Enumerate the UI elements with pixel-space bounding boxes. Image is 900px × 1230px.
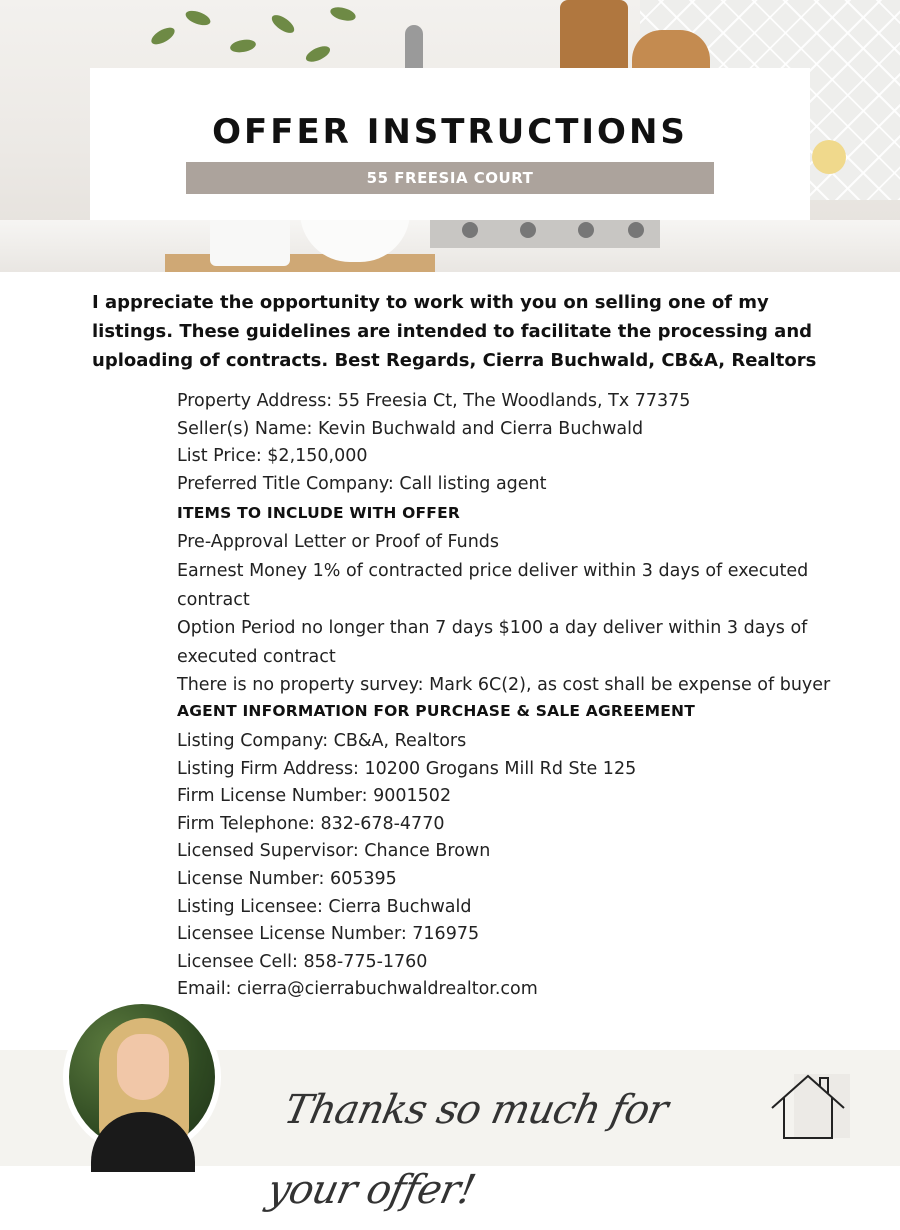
items-heading: ITEMS TO INCLUDE WITH OFFER — [177, 504, 461, 523]
agent-email: Email: cierra@cierrabuchwaldrealtor.com — [177, 979, 538, 1000]
property-subtitle: 55 FREESIA COURT — [186, 162, 714, 194]
thank-you-signature: Thanks so much for your offer! — [263, 1087, 672, 1213]
wooden-tray — [165, 254, 435, 272]
agent-line: Listing Company: CB&A, Realtors — [177, 730, 467, 751]
agent-line: Licensee Cell: 858-775-1760 — [177, 951, 428, 972]
house-icon — [768, 1072, 848, 1142]
agent-line: Firm License Number: 9001502 — [177, 786, 452, 807]
list-item: Earnest Money 1% of contracted price deliver within 3 days of executed contract — [177, 560, 809, 610]
intro-text: I appreciate the opportunity to work with you on selling one of my listings. These guidelines are intended to facilitate the processing and uploading of contracts. Best Regards, Cierra Buchwald, CB&A, Realtors — [92, 292, 817, 371]
stove-knob — [578, 222, 594, 238]
leaf — [329, 5, 357, 23]
agent-line: Licensee License Number: 716975 — [177, 924, 480, 945]
stove-knob — [628, 222, 644, 238]
list-price: List Price: $2,150,000 — [177, 446, 368, 467]
offer-details — [177, 388, 877, 1004]
agent-heading: AGENT INFORMATION FOR PURCHASE & SALE AGREEMENT — [177, 701, 695, 720]
list-item: There is no property survey: Mark 6C(2), as cost shall be expense of buyer — [177, 675, 831, 696]
title-card — [90, 68, 810, 220]
leaf — [149, 24, 178, 47]
list-item: Option Period no longer than 7 days $100 a day deliver within 3 days of executed contract — [177, 618, 808, 667]
leaf — [184, 8, 213, 28]
agent-line: Firm Telephone: 832-678-4770 — [177, 813, 445, 834]
avatar — [63, 998, 221, 1156]
agent-line: License Number: 605395 — [177, 868, 397, 889]
agent-photo — [69, 1004, 215, 1150]
leaf — [269, 12, 297, 37]
leaf — [304, 43, 333, 65]
agent-line: Listing Firm Address: 10200 Grogans Mill Rd Ste 125 — [177, 758, 637, 779]
agent-line: Listing Licensee: Cierra Buchwald — [177, 896, 472, 917]
page-title: OFFER INSTRUCTIONS — [212, 112, 688, 152]
leaf — [229, 38, 257, 54]
list-item: Pre-Approval Letter or Proof of Funds — [177, 532, 500, 553]
seller-names: Seller(s) Name: Kevin Buchwald and Cierra Buchwald — [177, 418, 644, 439]
stove-knob — [462, 222, 478, 238]
title-company: Preferred Title Company: Call listing agent — [177, 473, 547, 494]
cup — [812, 140, 846, 174]
stove-knob — [520, 222, 536, 238]
property-address: Property Address: 55 Freesia Ct, The Woodlands, Tx 77375 — [177, 391, 691, 411]
agent-line: Licensed Supervisor: Chance Brown — [177, 841, 491, 862]
